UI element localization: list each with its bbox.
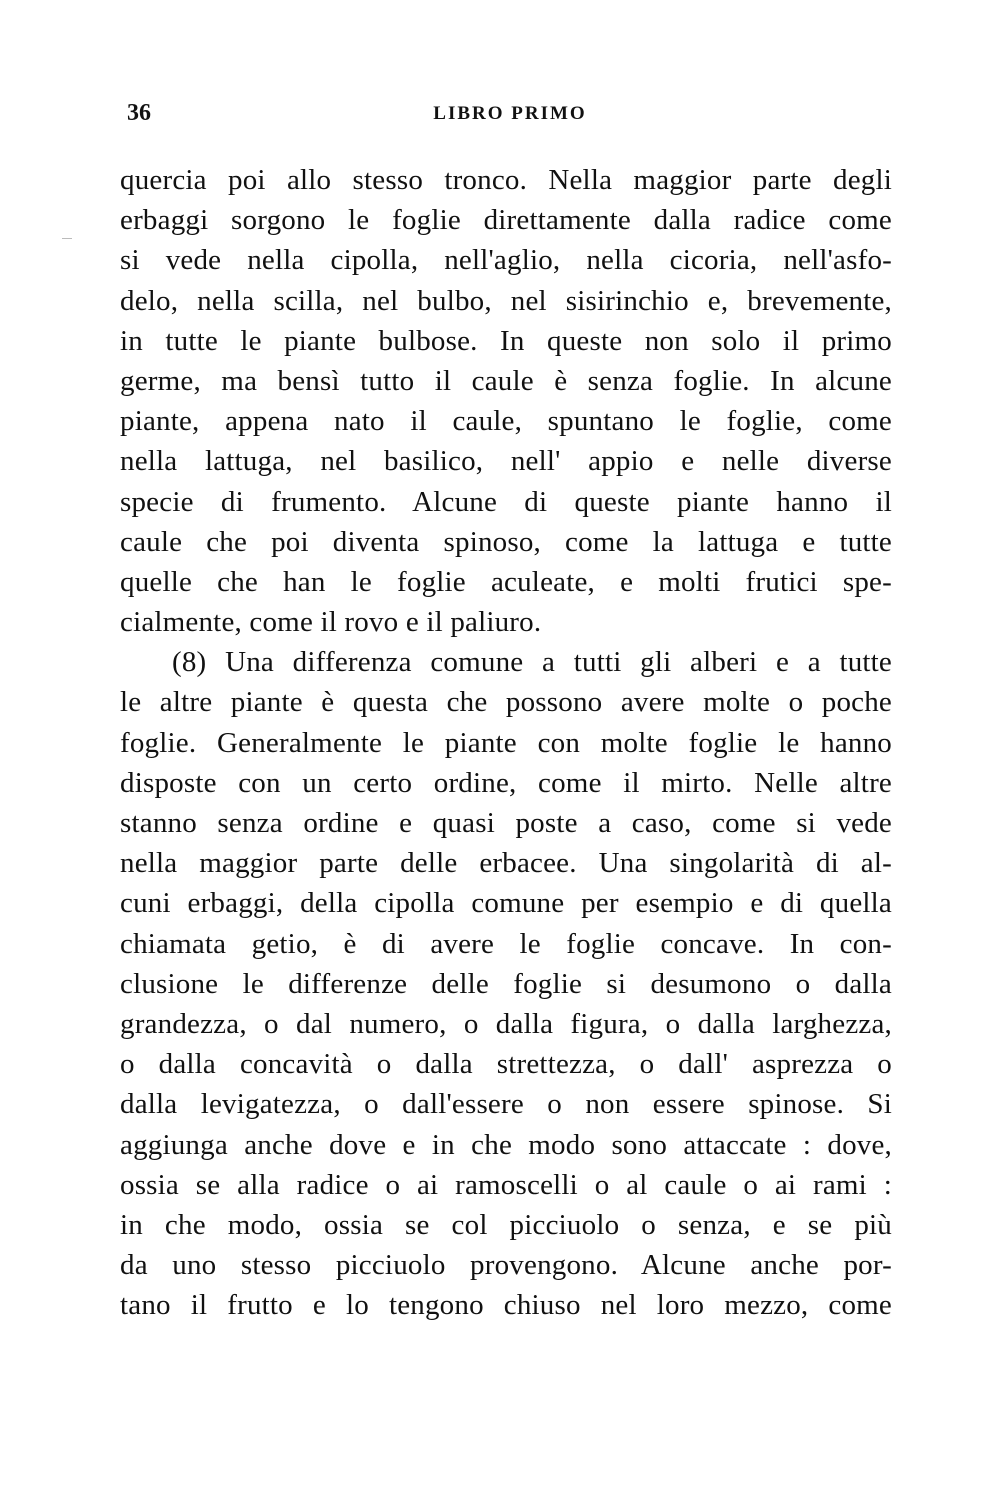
text-line: dalla levigatezza, o dall'essere o non essere spinose. Si bbox=[120, 1088, 892, 1121]
text-line: stanno senza ordine e quasi poste a caso, come si vede bbox=[120, 807, 892, 839]
text-line: caule che poi diventa spinoso, come la lattuga e tutte bbox=[120, 525, 892, 558]
text-line: aggiunga anche dove e in che modo sono attaccate : dove, bbox=[120, 1128, 892, 1161]
text-line: o dalla concavità o dalla strettezza, o dall' asprezza o bbox=[120, 1048, 892, 1081]
text-line: quelle che han le foglie aculeate, e molti frutici spe- bbox=[120, 565, 892, 598]
text-line: foglie. Generalmente le piante con molte foglie le hanno bbox=[120, 726, 892, 759]
page-number: 36 bbox=[127, 100, 151, 126]
text-line: da uno stesso picciuolo provengono. Alcune anche por- bbox=[120, 1249, 892, 1282]
text-line: grandezza, o dal numero, o dalla figura, o dalla larghezza, bbox=[120, 1007, 892, 1040]
text-line: disposte con un certo ordine, come il mirto. Nelle altre bbox=[120, 766, 892, 799]
running-head: LIBRO PRIMO bbox=[433, 103, 587, 124]
text-line: nella maggior parte delle erbacee. Una singolarità di al- bbox=[120, 847, 892, 880]
margin-mark bbox=[62, 238, 72, 239]
text-line: chiamata getio, è di avere le foglie concave. In con- bbox=[120, 927, 892, 960]
text-line: erbaggi sorgono le foglie direttamente dalla radice come bbox=[120, 204, 892, 237]
paragraph-2 bbox=[120, 642, 892, 1325]
text-line: le altre piante è questa che possono avere molte o poche bbox=[120, 686, 892, 719]
text-line: si vede nella cipolla, nell'aglio, nella cicoria, nell'asfo- bbox=[120, 244, 892, 277]
page-header bbox=[125, 100, 895, 136]
text-line: cuni erbaggi, della cipolla comune per esempio e di quella bbox=[120, 887, 892, 920]
text-line: cialmente, come il rovo e il paliuro. bbox=[120, 606, 542, 639]
text-line: specie di frumento. Alcune di queste piante hanno il bbox=[120, 485, 892, 518]
text-line: quercia poi allo stesso tronco. Nella maggior parte degli bbox=[120, 164, 892, 196]
paragraph-1 bbox=[120, 160, 892, 642]
text-line: tano il frutto e lo tengono chiuso nel loro mezzo, come bbox=[120, 1289, 892, 1322]
text-line: in tutte le piante bulbose. In queste non solo il primo bbox=[120, 324, 892, 357]
text-line: clusione le differenze delle foglie si desumono o dalla bbox=[120, 967, 892, 1000]
text-line: germe, ma bensì tutto il caule è senza foglie. In alcune bbox=[120, 364, 892, 397]
text-line: ossia se alla radice o ai ramoscelli o al caule o ai rami : bbox=[120, 1168, 892, 1201]
text-line: nella lattuga, nel basilico, nell' appio e nelle diverse bbox=[120, 445, 892, 478]
body-text bbox=[120, 160, 892, 1325]
text-line: delo, nella scilla, nel bulbo, nel sisirinchio e, brevemente, bbox=[120, 284, 892, 317]
text-line: in che modo, ossia se col picciuolo o senza, e se più bbox=[120, 1208, 892, 1241]
text-line: (8) Una differenza comune a tutti gli alberi e a tutte bbox=[172, 646, 892, 679]
text-line: piante, appena nato il caule, spuntano le foglie, come bbox=[120, 405, 892, 438]
